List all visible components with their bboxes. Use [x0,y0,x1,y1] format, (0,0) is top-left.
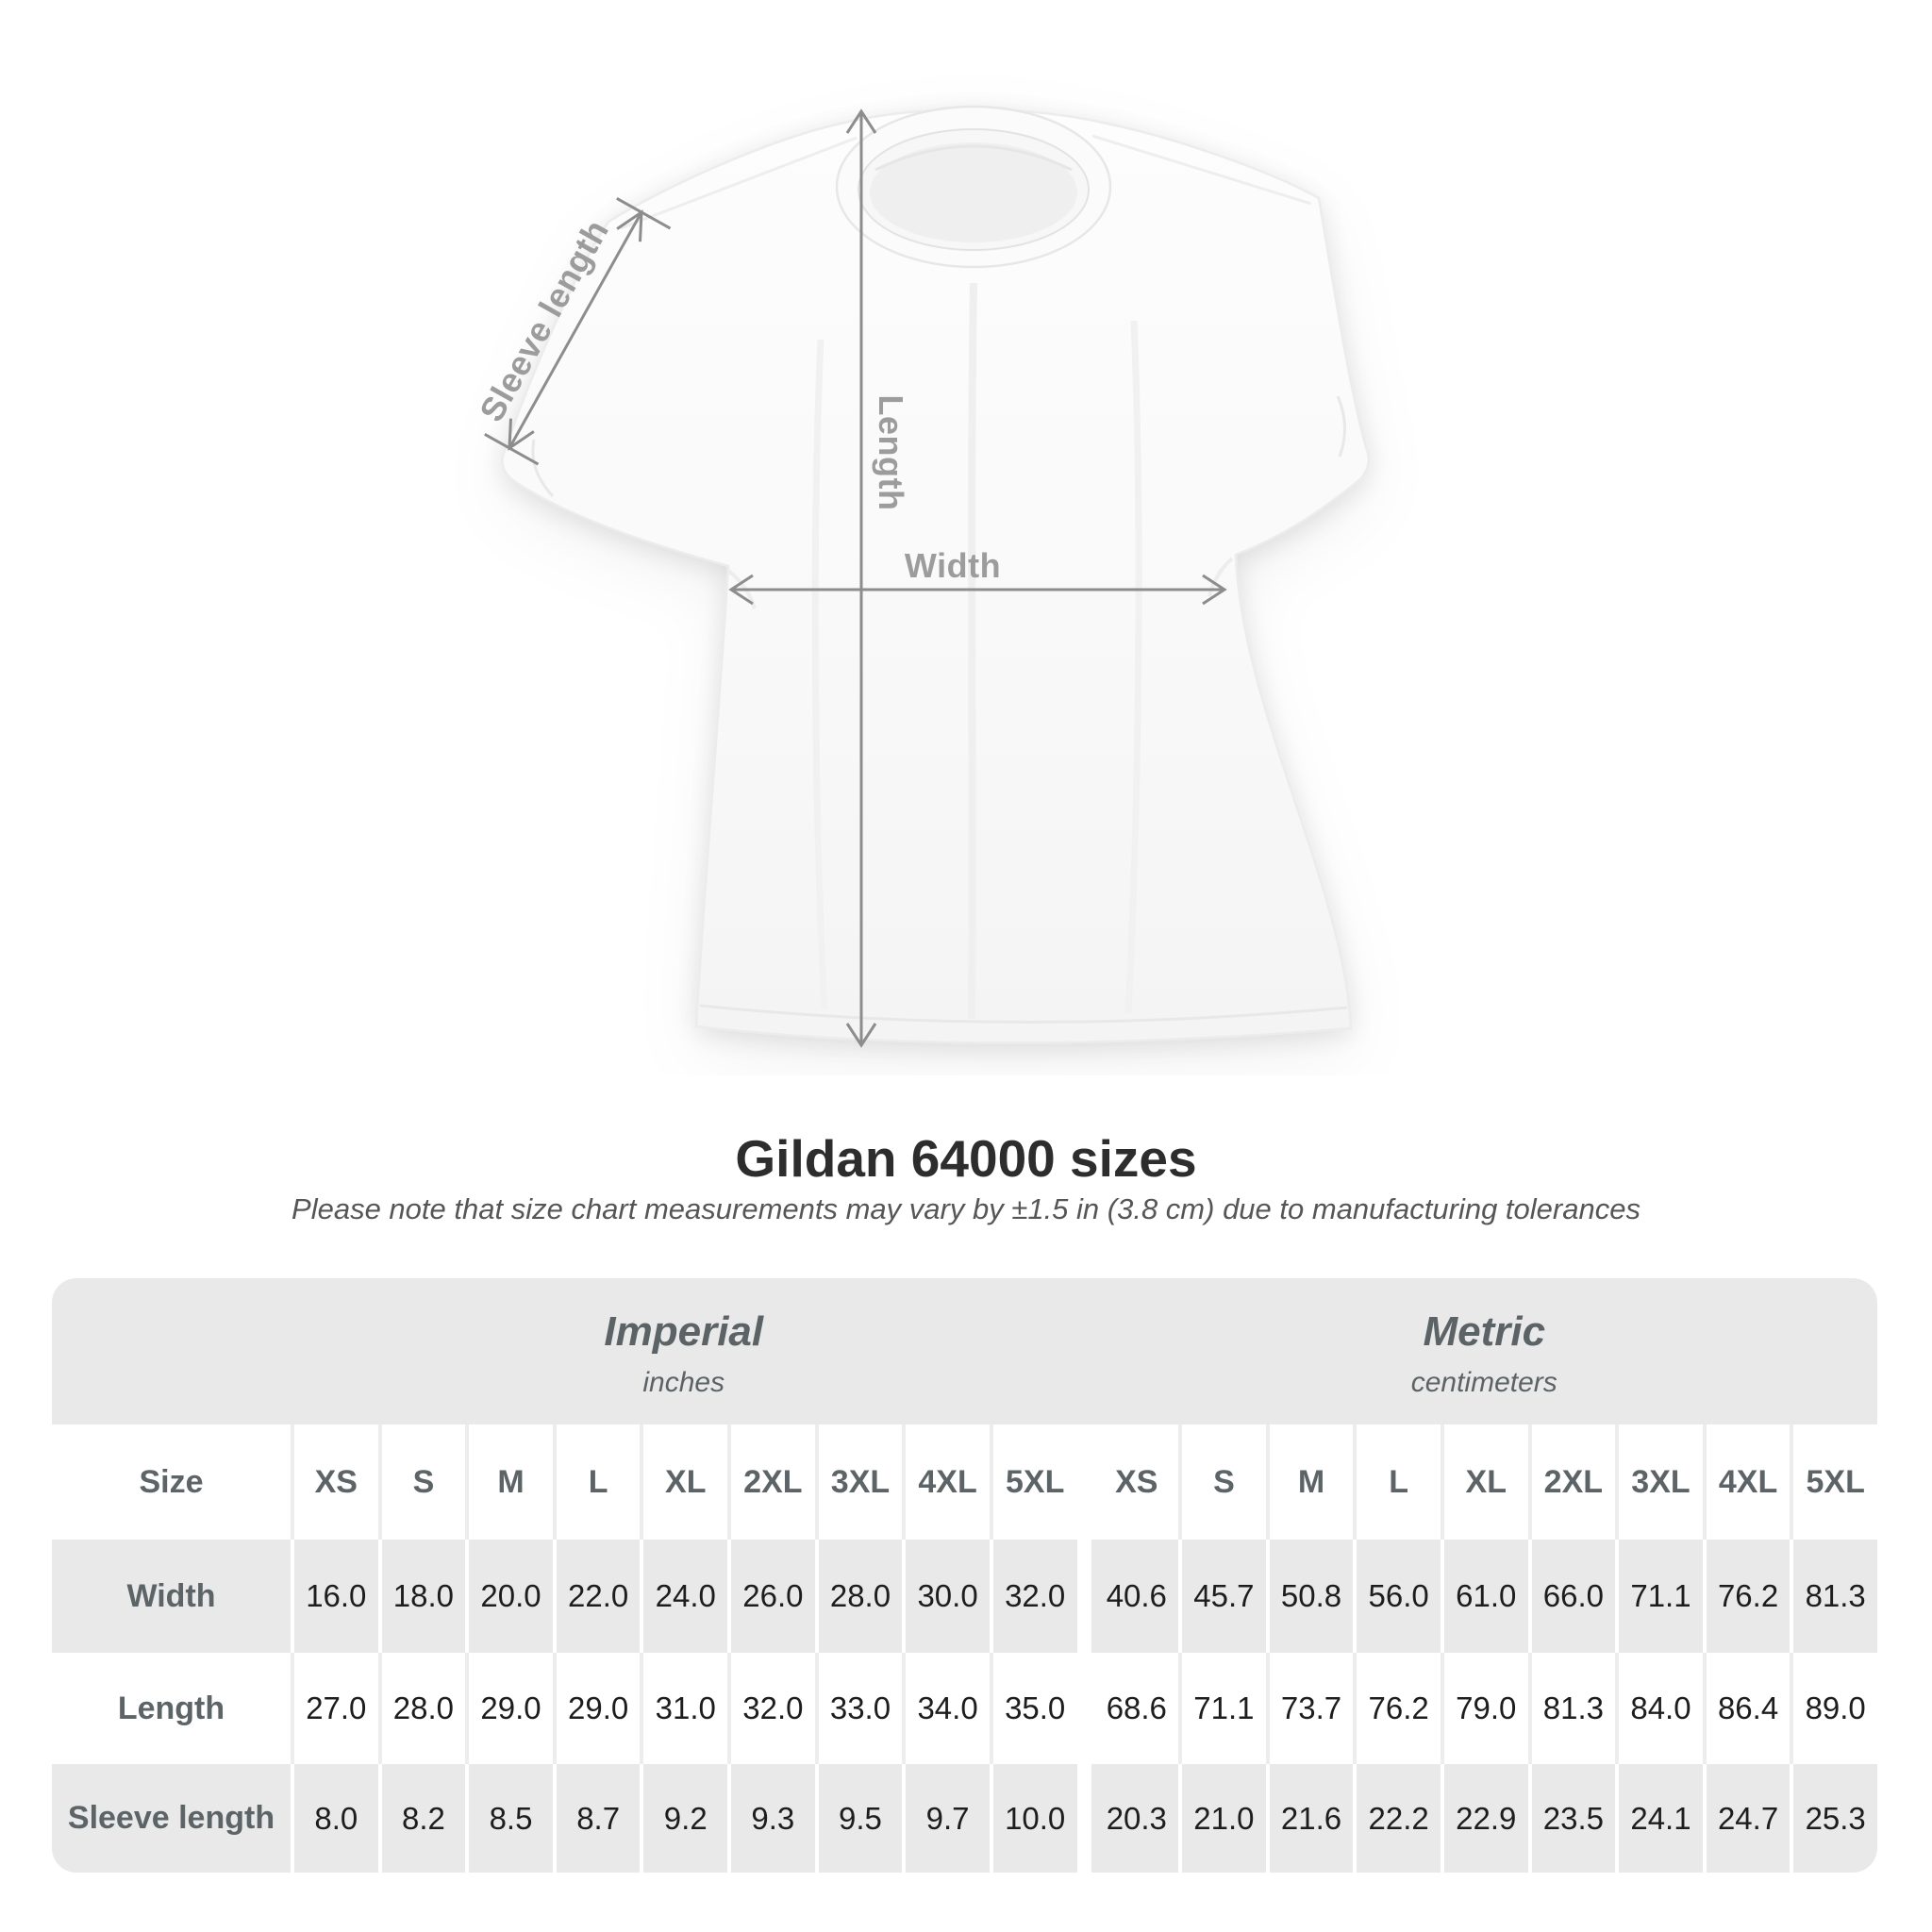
size-header-cell: L [553,1424,641,1540]
table-cell: 25.3 [1790,1764,1877,1873]
table-cell: 29.0 [553,1653,641,1764]
section-divider [1077,1764,1091,1873]
table-cell: 28.0 [815,1540,903,1653]
table-cell: 24.0 [640,1540,727,1653]
size-header-cell: 2XL [727,1424,815,1540]
table-cell: 28.0 [378,1653,466,1764]
table-cell: 29.0 [465,1653,553,1764]
length-label: Length [872,394,910,511]
table-cell: 30.0 [902,1540,990,1653]
table-cell: 40.6 [1106,1578,1167,1613]
table-cell: 73.7 [1266,1653,1354,1764]
table-cell: 56.0 [1353,1540,1441,1653]
size-header-cell: 5XL [990,1424,1077,1540]
table-cell: 22.9 [1441,1764,1528,1873]
size-header-cell: 4XL [1703,1424,1790,1540]
table-cell: 18.0 [378,1540,466,1653]
table-cell: 32.0 [727,1653,815,1764]
row-label: Width [126,1577,216,1614]
imperial-title: Imperial [604,1307,764,1355]
table-cell: 71.1 [1615,1540,1703,1653]
table-cell: 84.0 [1615,1653,1703,1764]
tolerance-note: Please note that size chart measurements may vary by ±1.5 in (3.8 cm) due to manufacturing tolerances [291,1192,1641,1225]
table-cell: 66.0 [1528,1540,1616,1653]
table-cell: 10.0 [990,1764,1077,1873]
table-cell: 24.7 [1703,1764,1790,1873]
size-header-row [52,1424,1877,1540]
table-cell: 89.0 [1790,1653,1877,1764]
table-cell: 23.5 [1528,1764,1616,1873]
table-cell: 22.2 [1353,1764,1441,1873]
table-cell: 9.5 [815,1764,903,1873]
size-header-cell: S [378,1424,466,1540]
table-header [52,1278,1877,1424]
table-cell: 8.7 [553,1764,641,1873]
table-cell: 27.0 [291,1653,378,1764]
table-cell: 86.4 [1703,1653,1790,1764]
table-cell: 79.0 [1441,1653,1528,1764]
size-table [52,1278,1877,1873]
section-divider [1077,1424,1091,1540]
table-cell: 22.0 [553,1540,641,1653]
table-cell: 24.1 [1615,1764,1703,1873]
size-header-cell: M [465,1424,553,1540]
sleeve-length-label: Sleeve length [471,212,617,428]
page-title: Gildan 64000 sizes [735,1129,1197,1188]
table-cell: 33.0 [815,1653,903,1764]
table-cell: 68.6 [1106,1690,1167,1725]
size-header-cell: S [1178,1424,1266,1540]
table-cell: 26.0 [727,1540,815,1653]
size-header-cell: 3XL [1615,1424,1703,1540]
metric-title: Metric [1423,1307,1546,1355]
section-divider [1077,1653,1091,1764]
table-cell: 34.0 [902,1653,990,1764]
table-cell: 45.7 [1178,1540,1266,1653]
table-cell: 9.7 [902,1764,990,1873]
metric-unit: centimeters [1410,1366,1557,1398]
table-cell: 16.0 [291,1540,378,1653]
table-cell: 8.0 [291,1764,378,1873]
table-cell: 76.2 [1353,1653,1441,1764]
size-header-cell: XL [640,1424,727,1540]
table-cell: 81.3 [1790,1540,1877,1653]
size-header-cell: XL [1441,1424,1528,1540]
table-cell: 35.0 [990,1653,1077,1764]
table-cell: 81.3 [1528,1653,1616,1764]
table-cell: 20.3 [1106,1800,1167,1836]
width-label: Width [904,546,1002,585]
size-header-cell: L [1353,1424,1441,1540]
table-cell: 71.1 [1178,1653,1266,1764]
table-cell: 8.5 [465,1764,553,1873]
table-cell: 32.0 [990,1540,1077,1653]
table-cell: 76.2 [1703,1540,1790,1653]
size-header-cell: XS [1115,1463,1158,1500]
table-cell: 61.0 [1441,1540,1528,1653]
table-cell: 8.2 [378,1764,466,1873]
table-row [52,1653,1877,1764]
size-header-cell: M [1266,1424,1354,1540]
size-header-cell: 2XL [1528,1424,1616,1540]
imperial-section-header [291,1278,1077,1424]
row-label: Sleeve length [67,1800,275,1836]
size-header-cell: 5XL [1790,1424,1877,1540]
size-header-cell: XS [291,1424,378,1540]
table-cell: 50.8 [1266,1540,1354,1653]
table-cell: 21.0 [1178,1764,1266,1873]
table-cell: 21.6 [1266,1764,1354,1873]
imperial-unit: inches [642,1366,725,1398]
section-divider [1077,1540,1091,1653]
table-cell: 31.0 [640,1653,727,1764]
table-row [52,1764,1877,1873]
table-row [52,1540,1877,1653]
metric-section-header [1091,1278,1878,1424]
table-cell: 9.3 [727,1764,815,1873]
size-column-label: Size [139,1463,204,1500]
size-header-cell: 3XL [815,1424,903,1540]
size-header-cell: 4XL [902,1424,990,1540]
table-cell: 9.2 [640,1764,727,1873]
table-cell: 20.0 [465,1540,553,1653]
row-label: Length [117,1690,225,1726]
